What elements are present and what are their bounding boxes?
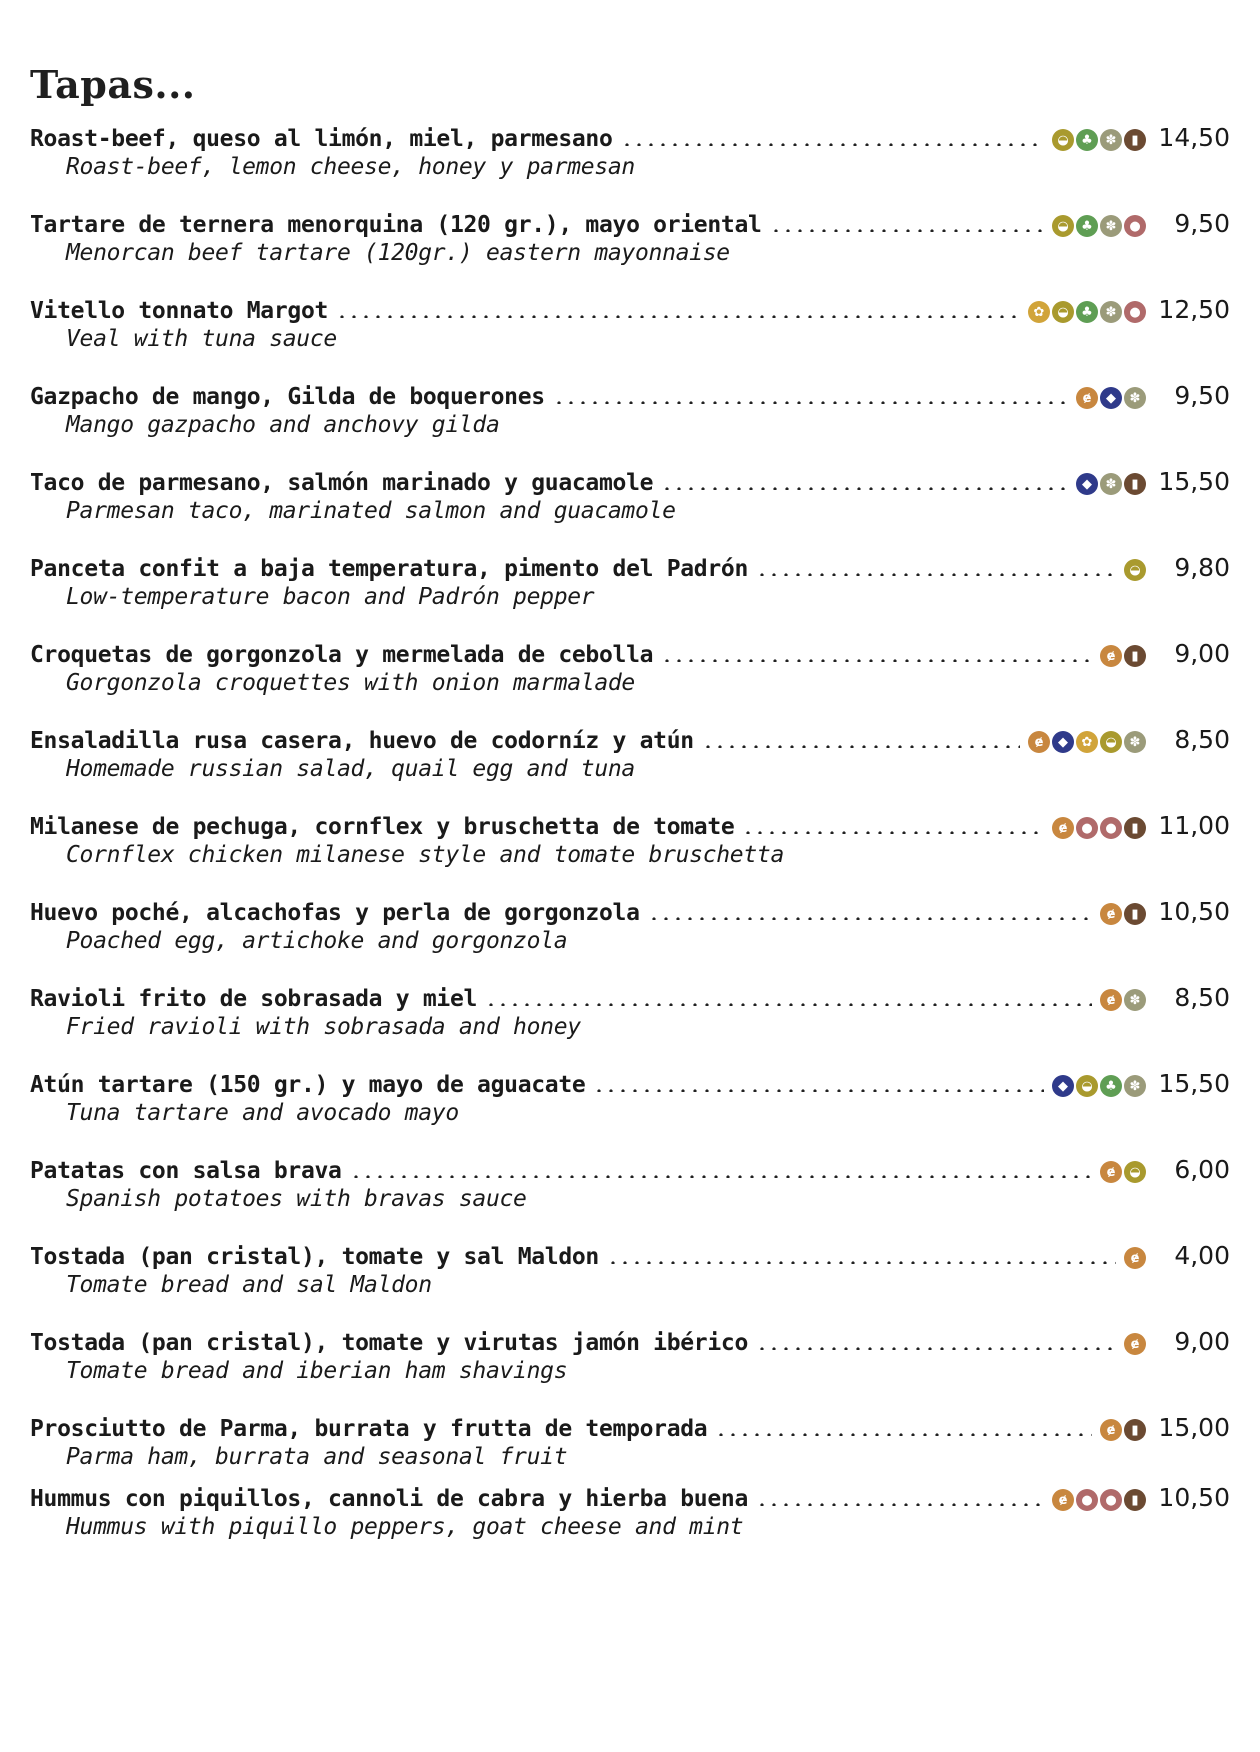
menu-item [30,122,1230,192]
menu-item-line [30,122,1230,152]
milk-icon: ▮ [1124,817,1146,839]
fish-icon: ◆ [1052,731,1074,753]
menu-item-line [30,810,1230,840]
dish-name: Tartare de ternera menorquina (120 gr.), mayo oriental [30,212,762,238]
allergen-icons [1124,1247,1146,1269]
egg-icon: ◒ [1100,731,1122,753]
dish-description: Tuna tartare and avocado mayo [66,1100,459,1126]
menu-item [30,638,1230,708]
sulphites-icon: ● [1100,1489,1122,1511]
egg-icon: ◒ [1124,1161,1146,1183]
dish-price: 15,50 [1158,467,1230,496]
allergen-icons [1052,215,1146,237]
gluten-icon: ɇ [1052,817,1074,839]
menu-item [30,1240,1230,1310]
menu-item [30,1154,1230,1224]
sulphites-icon: ● [1124,215,1146,237]
allergen-icons [1100,1419,1146,1441]
milk-icon: ▮ [1124,129,1146,151]
dish-name: Huevo poché, alcachofas y perla de gorgonzola [30,900,640,926]
dot-leader [350,1175,1092,1178]
menu-item-line [30,638,1230,668]
dish-price: 15,00 [1158,1413,1230,1442]
dish-price: 8,50 [1174,983,1230,1012]
dish-description: Hummus with piquillo peppers, goat cheese and mint [66,1514,744,1540]
menu-item-line [30,208,1230,238]
menu-item-line [30,1482,1230,1512]
dot-leader [661,659,1092,662]
dish-price: 8,50 [1174,725,1230,754]
dish-name: Hummus con piquillos, cannoli de cabra y hierba buena [30,1486,749,1512]
sulphites-icon: ● [1076,817,1098,839]
dot-leader [607,1261,1116,1264]
menu-item-line [30,1240,1230,1270]
gluten-icon: ɇ [1076,387,1098,409]
dish-description: Roast-beef, lemon cheese, honey y parmesan [66,154,635,180]
milk-icon: ▮ [1124,1419,1146,1441]
menu-item [30,724,1230,794]
mustard-icon: ✽ [1100,129,1122,151]
dish-description: Homemade russian salad, quail egg and tuna [66,756,635,782]
menu-item-line [30,466,1230,496]
dot-leader [336,315,1020,318]
mustard-icon: ✽ [1100,301,1122,323]
gluten-icon: ɇ [1100,1419,1122,1441]
dish-name: Ensaladilla rusa casera, huevo de codorníz y atún [30,728,694,754]
egg-icon: ◒ [1124,559,1146,581]
dish-price: 14,50 [1158,123,1230,152]
dish-price: 9,50 [1174,209,1230,238]
dot-leader [621,143,1044,146]
allergen-icons [1028,731,1146,753]
dish-description: Veal with tuna sauce [66,326,337,352]
celery-icon: ♣ [1100,1075,1122,1097]
allergen-icons [1124,559,1146,581]
menu-item [30,552,1230,622]
dish-price: 10,50 [1158,897,1230,926]
dot-leader [553,401,1068,404]
dot-leader [485,1003,1092,1006]
menu-item [30,380,1230,450]
menu-item-line [30,294,1230,324]
dish-price: 9,00 [1174,1327,1230,1356]
dish-name: Croquetas de gorgonzola y mermelada de cebolla [30,642,654,668]
dish-name: Gazpacho de mango, Gilda de boquerones [30,384,545,410]
celery-icon: ♣ [1076,215,1098,237]
menu-item [30,810,1230,880]
crustaceans-icon: ✿ [1028,301,1050,323]
allergen-icons [1052,1075,1146,1097]
dish-description: Menorcan beef tartare (120gr.) eastern mayonnaise [66,240,730,266]
dish-name: Tostada (pan cristal), tomate y sal Maldon [30,1244,599,1270]
dot-leader [756,1347,1116,1350]
milk-icon: ▮ [1124,1489,1146,1511]
dish-price: 6,00 [1174,1155,1230,1184]
mustard-icon: ✽ [1124,731,1146,753]
dish-description: Cornflex chicken milanese style and tomate bruschetta [66,842,785,868]
allergen-icons [1100,903,1146,925]
fish-icon: ◆ [1076,473,1098,495]
menu-item-line [30,1326,1230,1356]
menu-item [30,1412,1230,1482]
milk-icon: ▮ [1124,473,1146,495]
dish-description: Spanish potatoes with bravas sauce [66,1186,527,1212]
menu-item-line [30,380,1230,410]
sulphites-icon: ● [1100,817,1122,839]
dot-leader [756,1503,1044,1506]
dot-leader [770,229,1044,232]
dish-description: Parma ham, burrata and seasonal fruit [66,1444,568,1470]
egg-icon: ◒ [1052,129,1074,151]
menu-item [30,1482,1230,1552]
dot-leader [648,917,1092,920]
dot-leader [742,831,1044,834]
fish-icon: ◆ [1100,387,1122,409]
dish-description: Mango gazpacho and anchovy gilda [66,412,500,438]
menu-item-line [30,724,1230,754]
dish-description: Tomate bread and sal Maldon [66,1272,432,1298]
gluten-icon: ɇ [1052,1489,1074,1511]
dish-name: Taco de parmesano, salmón marinado y guacamole [30,470,654,496]
fish-icon: ◆ [1052,1075,1074,1097]
dish-description: Low-temperature bacon and Padrón pepper [66,584,595,610]
mustard-icon: ✽ [1124,1075,1146,1097]
allergen-icons [1124,1333,1146,1355]
dish-name: Vitello tonnato Margot [30,298,329,324]
dish-description: Fried ravioli with sobrasada and honey [66,1014,581,1040]
dot-leader [593,1089,1044,1092]
gluten-icon: ɇ [1124,1333,1146,1355]
dish-price: 12,50 [1158,295,1230,324]
menu-item [30,294,1230,364]
dish-name: Patatas con salsa brava [30,1158,342,1184]
allergen-icons [1052,1489,1146,1511]
mustard-icon: ✽ [1124,989,1146,1011]
dish-description: Poached egg, artichoke and gorgonzola [66,928,568,954]
menu-item [30,982,1230,1052]
menu-item [30,1326,1230,1396]
dot-leader [715,1433,1092,1436]
menu-item [30,466,1230,536]
dish-name: Ravioli frito de sobrasada y miel [30,986,478,1012]
menu-item [30,896,1230,966]
dish-description: Tomate bread and iberian ham shavings [66,1358,568,1384]
menu-item-line [30,982,1230,1012]
menu-item [30,1068,1230,1138]
crustaceans-icon: ✿ [1076,731,1098,753]
mustard-icon: ✽ [1100,473,1122,495]
dish-price: 15,50 [1158,1069,1230,1098]
gluten-icon: ɇ [1100,903,1122,925]
dish-price: 4,00 [1174,1241,1230,1270]
menu-item-line [30,896,1230,926]
menu-item-line [30,1412,1230,1442]
dish-name: Roast-beef, queso al limón, miel, parmesano [30,126,613,152]
celery-icon: ♣ [1076,129,1098,151]
allergen-icons [1028,301,1146,323]
dot-leader [661,487,1068,490]
dish-price: 9,50 [1174,381,1230,410]
mustard-icon: ✽ [1124,387,1146,409]
gluten-icon: ɇ [1124,1247,1146,1269]
dish-name: Milanese de pechuga, cornflex y bruschetta de tomate [30,814,735,840]
egg-icon: ◒ [1052,215,1074,237]
sulphites-icon: ● [1076,1489,1098,1511]
dish-name: Panceta confit a baja temperatura, pimento del Padrón [30,556,749,582]
gluten-icon: ɇ [1100,645,1122,667]
gluten-icon: ɇ [1028,731,1050,753]
dish-description: Parmesan taco, marinated salmon and guacamole [66,498,676,524]
dish-name: Atún tartare (150 gr.) y mayo de aguacate [30,1072,586,1098]
allergen-icons [1076,473,1146,495]
sulphites-icon: ● [1124,301,1146,323]
dish-description: Gorgonzola croquettes with onion marmalade [66,670,635,696]
section-title: Tapas... [30,62,196,107]
dish-price: 10,50 [1158,1483,1230,1512]
allergen-icons [1100,645,1146,667]
menu-item-line [30,1068,1230,1098]
dish-name: Prosciutto de Parma, burrata y frutta de temporada [30,1416,708,1442]
menu-item-line [30,552,1230,582]
milk-icon: ▮ [1124,645,1146,667]
egg-icon: ◒ [1052,301,1074,323]
dish-price: 9,00 [1174,639,1230,668]
egg-icon: ◒ [1076,1075,1098,1097]
allergen-icons [1100,989,1146,1011]
dish-price: 11,00 [1158,811,1230,840]
allergen-icons [1052,817,1146,839]
allergen-icons [1052,129,1146,151]
menu-item [30,208,1230,278]
dish-name: Tostada (pan cristal), tomate y virutas jamón ibérico [30,1330,749,1356]
allergen-icons [1100,1161,1146,1183]
dish-price: 9,80 [1174,553,1230,582]
gluten-icon: ɇ [1100,989,1122,1011]
milk-icon: ▮ [1124,903,1146,925]
mustard-icon: ✽ [1100,215,1122,237]
dot-leader [756,573,1116,576]
dot-leader [702,745,1020,748]
menu-item-line [30,1154,1230,1184]
celery-icon: ♣ [1076,301,1098,323]
gluten-icon: ɇ [1100,1161,1122,1183]
allergen-icons [1076,387,1146,409]
